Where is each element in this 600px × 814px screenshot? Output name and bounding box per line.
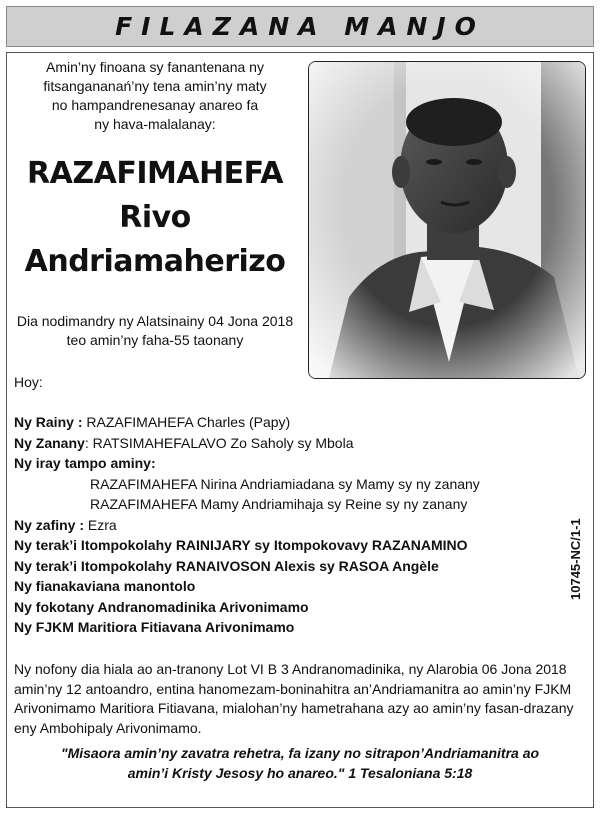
family-row-mother: Ny Zanany: RATSIMAHEFALAVO Zo Saholy sy Mbola <box>14 434 354 451</box>
hoy-label: Hoy: <box>14 374 43 390</box>
grandchild-name: Ezra <box>87 516 117 533</box>
portrait-photo <box>308 61 586 379</box>
family-row-grandchild: Ny zafiny : Ezra <box>14 516 117 533</box>
mother-name: RATSIMAHEFALAVO Zo Saholy sy Mbola <box>92 434 354 451</box>
header-banner <box>6 6 594 47</box>
family-line: Ny fokotany Andranomadinika Arivonimamo <box>14 598 309 615</box>
deceased-surname: RAZAFIMAHEFA <box>27 156 283 191</box>
intro-line: fitsangananań’ny tena amin’ny maty <box>43 78 267 94</box>
sibling-item: RAZAFIMAHEFA Mamy Andriamihaja sy Reine sy ny zanany <box>90 496 468 512</box>
family-row-father: Ny Rainy : RAZAFIMAHEFA Charles (Papy) <box>14 414 291 430</box>
grandchild-label: Ny zafiny <box>14 516 76 533</box>
verse-line: "Misaora amin’ny zavatra rehetra, fa izany no sitrapon’Andriamanitra ao <box>60 745 540 761</box>
intro-text <box>10 58 300 134</box>
header-title: FILAZANA MANJO <box>115 12 485 41</box>
intro-line: ny hava-malalanay: <box>94 116 216 132</box>
mother-label: Ny Zanany <box>14 434 85 451</box>
deceased-name <box>10 152 300 284</box>
funeral-line: amin’ny 12 antoandro, entina hanomezam-boninahitra an’Andriamanitra ao amin’ny FJKM <box>14 680 572 697</box>
family-line: Ny terak’i Itompokolahy RANAIVOSON Alexis sy RASOA Angèle <box>14 557 439 574</box>
reference-code: 10745-NC/1-1 <box>568 518 583 600</box>
family-row-siblings <box>14 453 554 474</box>
deceased-given-name: Rivo <box>119 200 191 235</box>
funeral-line: eny Ambohipaly Arivonimamo. <box>14 719 202 736</box>
death-info <box>10 312 300 350</box>
portrait-photo-graphic <box>309 62 585 378</box>
father-name: RAZAFIMAHEFA Charles (Papy) <box>86 414 291 430</box>
bible-verse <box>10 743 590 783</box>
sibling-item: RAZAFIMAHEFA Nirina Andriamiadana sy Mamy sy ny zanany <box>90 475 480 492</box>
deceased-given-name-2: Andriamaherizo <box>24 244 286 279</box>
siblings-label: Ny iray tampo aminy: <box>14 455 156 471</box>
family-line: Ny FJKM Maritiora Fitiavana Arivonimamo <box>14 619 295 635</box>
father-label: Ny Rainy <box>14 414 74 430</box>
funeral-line: Ny nofony dia hiala ao an-tranony Lot VI B 3 Andranomadinika, ny Alarobia 06 Jona 2018 <box>14 661 567 677</box>
family-list <box>14 412 554 638</box>
intro-line: no hampandrenesanay anareo fa <box>51 97 259 113</box>
family-line: Ny fianakaviana manontolo <box>14 578 196 594</box>
funeral-info <box>14 660 589 738</box>
family-line: Ny terak’i Itompokolahy RAINIJARY sy Itompokovavy RAZANAMINO <box>14 537 468 553</box>
intro-line: Amin’ny finoana sy fanantenana ny <box>46 59 264 75</box>
funeral-line: Arivonimamo Maritiora Fitiavana, mialohan’ny hametrahana azy ao amin’ny fasan-drazany <box>14 700 574 716</box>
verse-line: amin’i Kristy Jesosy ho anareo." 1 Tesaloniana 5:18 <box>127 765 473 781</box>
death-age: teo amin’ny faha-55 taonany <box>66 332 244 348</box>
death-date: Dia nodimandry ny Alatsinainy 04 Jona 2018 <box>16 313 294 329</box>
